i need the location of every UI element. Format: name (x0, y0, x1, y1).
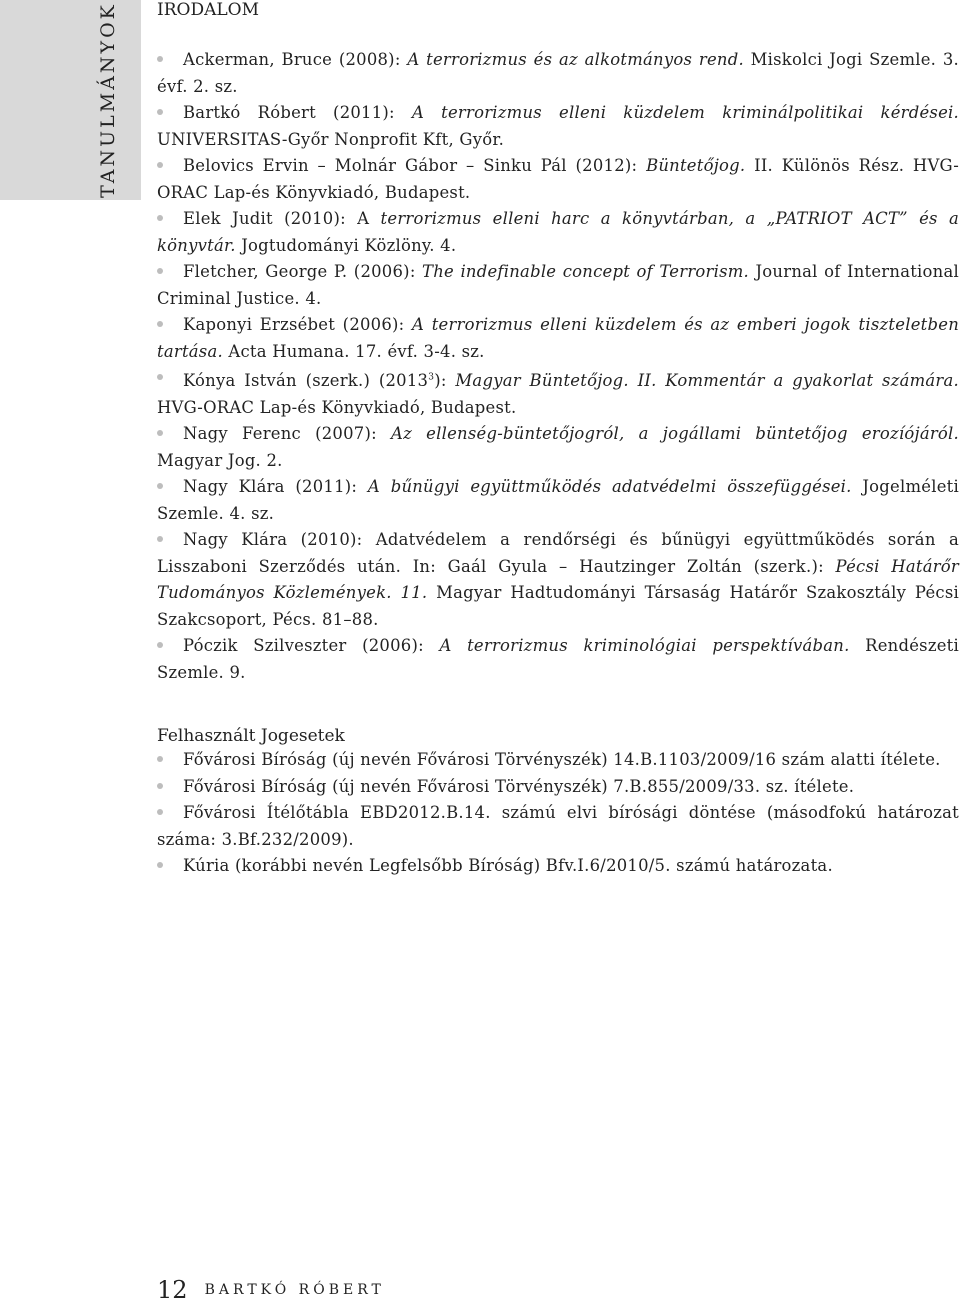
reference-item-text (157, 424, 959, 470)
italic-title: Az ellenség-büntetőjogról, a jogállami büntetőjog erozíójáról. (391, 424, 959, 444)
italic-title: Büntetőjog. (646, 156, 746, 175)
reference-item-text (157, 156, 959, 202)
reference-item (157, 100, 959, 153)
case-item-text (183, 777, 854, 796)
citation-text: Kaponyi Erzsébet (2006): (183, 315, 413, 334)
reference-item-text (157, 262, 959, 308)
bullet-icon (157, 109, 163, 115)
page-number: 12 (157, 1276, 188, 1304)
reference-item-text (157, 209, 959, 255)
cases-heading: Felhasznált Jogesetek (157, 726, 345, 747)
bullet-icon (157, 783, 163, 789)
bullet-icon (157, 268, 163, 274)
reference-item (157, 365, 959, 421)
literature-heading: IRODALOM (157, 0, 259, 20)
section-tab (0, 0, 141, 200)
italic-title: A terrorizmus elleni küzdelem és az emberi jogok tiszteletben tartása. (157, 315, 959, 361)
bullet-icon (157, 756, 163, 762)
citation-text: Jogtudományi Közlöny. 4. (235, 235, 457, 255)
main-content (157, 0, 959, 880)
reference-item (157, 206, 959, 259)
reference-item (157, 312, 959, 365)
citation-text: HVG-ORAC Lap-és Könyvkiadó, Budapest. (157, 397, 517, 417)
citation-text: Nagy Ferenc (2007): (183, 424, 392, 444)
reference-item-text (157, 315, 959, 361)
italic-title: terrorizmus elleni harc a könyvtárban, a „PATRIOT ACT” és a könyvtár. (157, 209, 959, 255)
citation-text: Fővárosi Ítélőtábla EBD2012.B.14. számú elvi bírósági döntése (másodfokú határozat száma: 3.Bf.232/2009). (157, 803, 959, 849)
italic-title: A bűnügyi együttműködés adatvédelmi összefüggései. (367, 477, 852, 497)
citation-text: Fővárosi Bíróság (új nevén Fővárosi Törvényszék) 7.B.855/2009/33. sz. ítélete. (183, 776, 855, 796)
citation-text: Póczik Szilveszter (2006): (183, 636, 440, 656)
page-footer (157, 1276, 385, 1304)
bullet-icon (157, 215, 163, 221)
citation-text: Journal of International Criminal Justice. 4. (157, 262, 959, 308)
citation-text: Nagy Klára (2010): Adatvédelem a rendőrségi és bűnügyi együttműködés során a Lisszaboni Szerződés után. In: Gaál Gyula – Hautzinger Zoltán (szerk.): (157, 530, 959, 576)
italic-title: A terrorizmus elleni küzdelem kriminálpolitikai kérdései. (411, 103, 959, 122)
reference-item-text (157, 636, 959, 682)
reference-list (157, 47, 959, 686)
citation-text: Jogelméleti Szemle. 4. sz. (157, 477, 959, 523)
citation-text: Bartkó Róbert (2011): (183, 103, 412, 122)
italic-title: A terrorizmus kriminológiai perspektívában. (439, 636, 850, 656)
reference-item (157, 633, 959, 686)
case-item (157, 774, 959, 801)
reference-item (157, 259, 959, 312)
reference-item-text (157, 371, 959, 417)
bullet-icon (157, 536, 163, 542)
case-item (157, 853, 959, 880)
citation-text: Kónya István (szerk.) (2013 (183, 371, 429, 391)
citation-text: UNIVERSITAS-Győr Nonprofit Kft, Győr. (157, 129, 505, 149)
reference-item (157, 153, 959, 206)
reference-item-text (157, 530, 959, 629)
italic-title: A terrorizmus és az alkotmányos rend. (407, 50, 744, 69)
bullet-icon (157, 374, 163, 380)
reference-item (157, 47, 959, 100)
case-item (157, 800, 959, 853)
reference-item (157, 474, 959, 527)
running-author: BARTKÓ RÓBERT (204, 1282, 385, 1298)
bullet-icon (157, 162, 163, 168)
bullet-icon (157, 56, 163, 62)
italic-title: Magyar Büntetőjog. II. Kommentár a gyakorlat számára. (455, 371, 959, 391)
case-item (157, 747, 959, 774)
case-item-text (183, 750, 941, 769)
bullet-icon (157, 809, 163, 815)
citation-text: Belovics Ervin – Molnár Gábor – Sinku Pál (2012): (183, 156, 647, 175)
citation-text: Rendészeti Szemle. 9. (157, 636, 959, 682)
reference-item (157, 527, 959, 633)
reference-item-text (157, 477, 959, 523)
case-list (157, 747, 959, 880)
citation-text: Ackerman, Bruce (2008): (183, 50, 408, 69)
citation-text: Elek Judit (2010): A (183, 209, 381, 228)
citation-text: Fővárosi Bíróság (új nevén Fővárosi Törvényszék) 14.B.1103/2009/16 szám alatti ítélete. (183, 750, 941, 770)
italic-title: Pécsi Határőr Tudományos Közlemények. 11. (157, 556, 960, 603)
citation-text: Acta Humana. 17. évf. 3-4. sz. (222, 341, 485, 361)
citation-text: ): (434, 371, 456, 391)
bullet-icon (157, 642, 163, 648)
citation-text: Kúria (korábbi nevén Legfelsőbb Bíróság) Bfv.I.6/2010/5. számú határozata. (183, 856, 833, 876)
citation-text: Magyar Hadtudományi Társaság Határőr Szakosztály Pécsi Szakcsoport, Pécs. 81–88. (157, 583, 959, 629)
reference-item-text (157, 50, 959, 96)
citation-text: Miskolci Jogi Szemle. 3. évf. 2. sz. (157, 50, 959, 96)
citation-text: Magyar Jog. 2. (157, 450, 283, 470)
bullet-icon (157, 321, 163, 327)
italic-title: The indefinable concept of Terrorism. (422, 262, 750, 281)
reference-item (157, 421, 959, 474)
reference-item-text (157, 103, 959, 149)
citation-text: Fletcher, George P. (2006): (183, 262, 423, 281)
citation-text: II. Különös Rész. HVG-ORAC Lap-és Könyvkiadó, Budapest. (157, 156, 959, 202)
citation-text: 3 (428, 373, 435, 383)
section-tab-label: TANULMÁNYOK (97, 2, 119, 198)
bullet-icon (157, 862, 163, 868)
case-item-text (183, 856, 833, 875)
bullet-icon (157, 483, 163, 489)
bullet-icon (157, 430, 163, 436)
case-item-text (157, 803, 959, 849)
citation-text: Nagy Klára (2011): (183, 477, 368, 497)
